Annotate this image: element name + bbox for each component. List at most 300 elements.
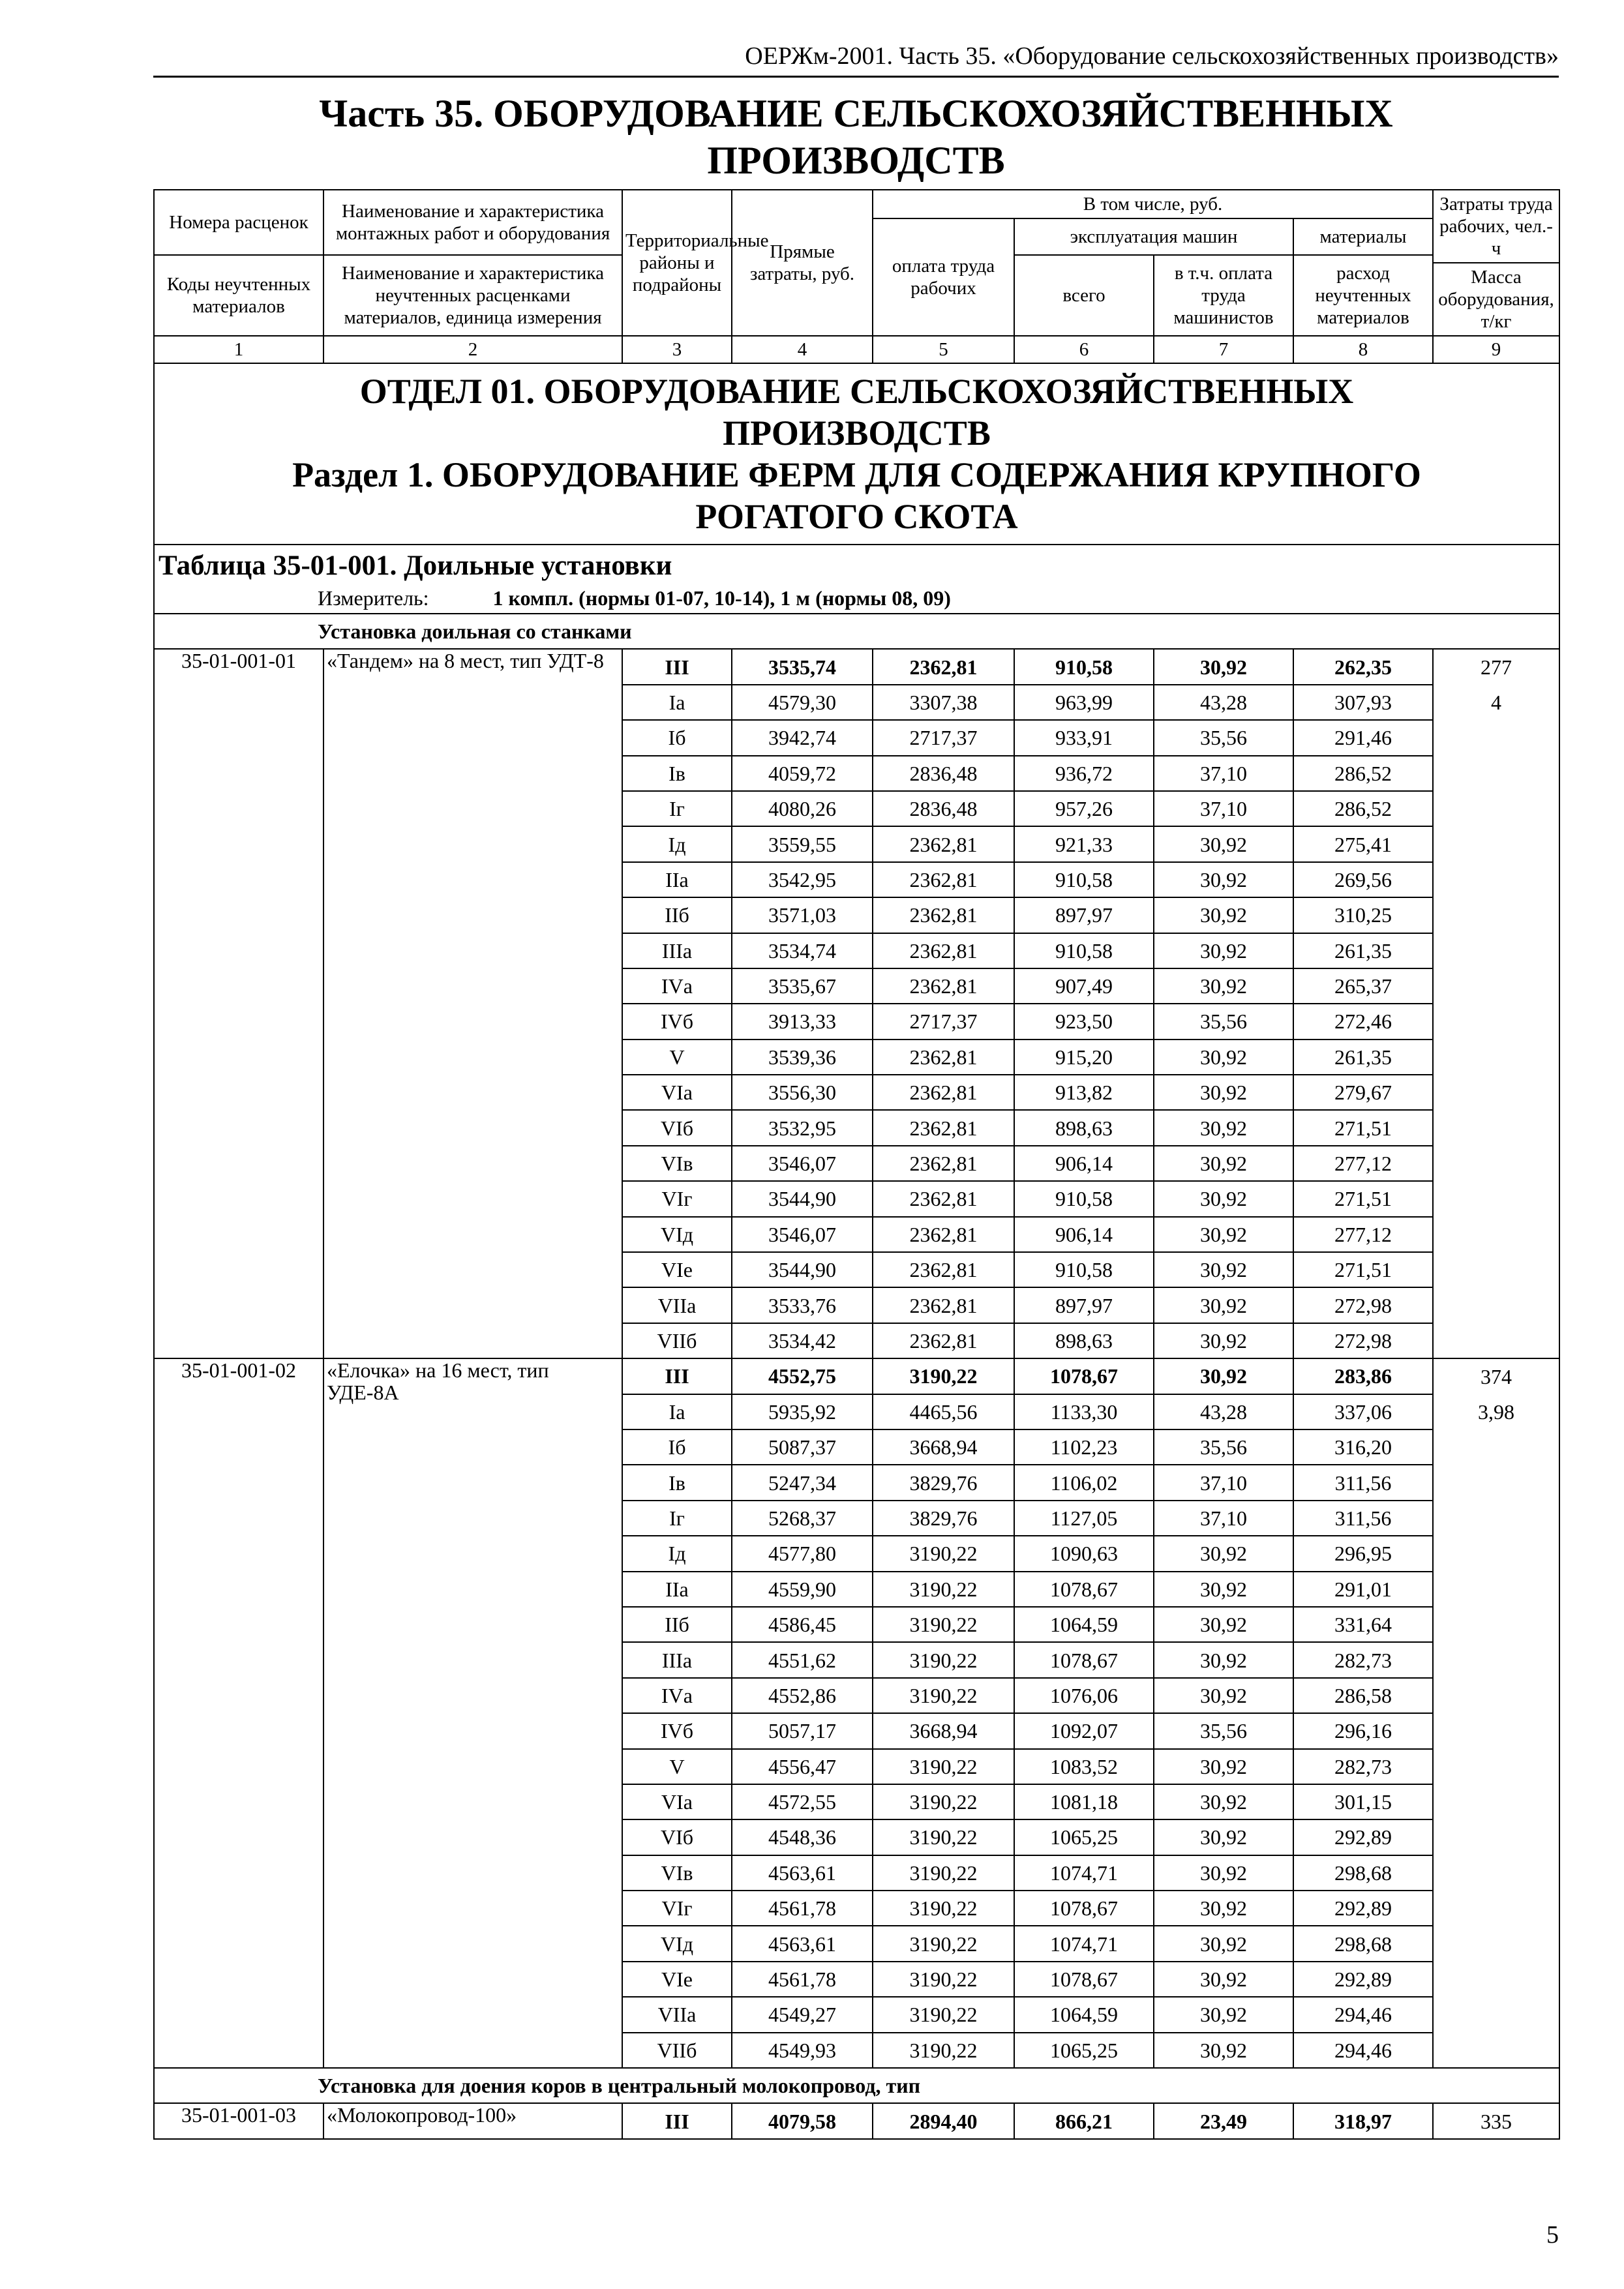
empty-cell	[1433, 756, 1559, 791]
materials-cell: 292,89	[1293, 1819, 1433, 1855]
machinists-pay-cell: 30,92	[1154, 1287, 1293, 1323]
direct-cost-cell: 3571,03	[732, 897, 873, 933]
region-cell: Iа	[622, 685, 732, 720]
materials-cell: 298,68	[1293, 1926, 1433, 1961]
direct-cost-cell: 5087,37	[732, 1429, 873, 1465]
empty-cell	[1433, 1819, 1559, 1855]
materials-cell: 269,56	[1293, 862, 1433, 897]
direct-cost-cell: 4563,61	[732, 1926, 873, 1961]
materials-cell: 261,35	[1293, 1040, 1433, 1075]
materials-cell: 291,01	[1293, 1572, 1433, 1607]
labor-pay-cell: 3190,22	[873, 1926, 1014, 1961]
materials-cell: 301,15	[1293, 1784, 1433, 1819]
machines-total-cell: 963,99	[1014, 685, 1154, 720]
region-cell: VIе	[622, 1252, 732, 1287]
empty-cell	[1433, 1642, 1559, 1677]
empty-cell	[1433, 826, 1559, 861]
machines-total-cell: 866,21	[1014, 2103, 1154, 2138]
direct-cost-cell: 5057,17	[732, 1713, 873, 1748]
region-cell: IIIа	[622, 1642, 732, 1677]
labor-pay-cell: 2362,81	[873, 1287, 1014, 1323]
group-subtitle: Установка доильная со станками	[154, 614, 1559, 649]
direct-cost-cell: 5935,92	[732, 1394, 873, 1429]
column-numbers-row	[154, 336, 1559, 363]
work-name: «Молокопровод-100»	[323, 2103, 622, 2138]
region-cell: Iб	[622, 720, 732, 755]
machines-total-cell: 921,33	[1014, 826, 1154, 861]
work-name: «Елочка» на 16 мест, тип УДЕ-8А	[323, 1358, 622, 2068]
empty-cell	[1433, 1891, 1559, 1926]
labor-pay-cell: 3190,22	[873, 1607, 1014, 1642]
department-title: ОТДЕЛ 01. ОБОРУДОВАНИЕ СЕЛЬСКОХОЗЯЙСТВЕННЫХ ПРОИЗВОДСТВ	[359, 372, 1354, 453]
empty-cell	[1433, 1749, 1559, 1784]
machines-total-cell: 915,20	[1014, 1040, 1154, 1075]
empty-cell	[1433, 720, 1559, 755]
direct-cost-cell: 3532,95	[732, 1110, 873, 1145]
empty-cell	[1433, 1607, 1559, 1642]
labor-pay-cell: 2362,81	[873, 1075, 1014, 1110]
materials-cell: 282,73	[1293, 1749, 1433, 1784]
column-number: 5	[873, 336, 1014, 363]
labor-pay-cell: 2362,81	[873, 933, 1014, 968]
machines-total-cell: 1064,59	[1014, 1997, 1154, 2032]
column-number: 6	[1014, 336, 1154, 363]
region-cell: Iд	[622, 826, 732, 861]
col7-header: в т.ч. оплата труда машинистов	[1154, 255, 1293, 336]
labor-pay-cell: 2836,48	[873, 791, 1014, 826]
col2-header-top: Наименование и характеристика монтажных работ и оборудования	[323, 190, 622, 255]
rate-code: 35-01-001-03	[154, 2103, 323, 2138]
machinists-pay-cell: 30,92	[1154, 897, 1293, 933]
labor-pay-cell: 2836,48	[873, 756, 1014, 791]
materials-cell: 282,73	[1293, 1642, 1433, 1677]
labor-pay-cell: 2362,81	[873, 1181, 1014, 1216]
materials-cell: 286,58	[1293, 1678, 1433, 1713]
machinists-pay-cell: 30,92	[1154, 862, 1293, 897]
column-number: 1	[154, 336, 323, 363]
machinists-pay-cell: 30,92	[1154, 1110, 1293, 1145]
machinists-pay-cell: 37,10	[1154, 756, 1293, 791]
machinists-pay-cell: 30,92	[1154, 1358, 1293, 1394]
col5-header: оплата труда рабочих	[873, 218, 1014, 336]
machinists-pay-cell: 30,92	[1154, 1607, 1293, 1642]
materials-cell: 311,56	[1293, 1465, 1433, 1500]
machines-total-cell: 898,63	[1014, 1323, 1154, 1358]
machinists-pay-cell: 30,92	[1154, 968, 1293, 1004]
empty-cell	[1433, 1997, 1559, 2032]
empty-cell	[1433, 1536, 1559, 1571]
direct-cost-cell: 3535,74	[732, 649, 873, 684]
work-name: «Тандем» на 8 мест, тип УДТ-8	[323, 649, 622, 1358]
materials-cell: 277,12	[1293, 1217, 1433, 1252]
region-cell: Iв	[622, 1465, 732, 1500]
direct-cost-cell: 4572,55	[732, 1784, 873, 1819]
direct-cost-cell: 4561,78	[732, 1962, 873, 1997]
materials-cell: 298,68	[1293, 1855, 1433, 1891]
region-cell: Iд	[622, 1536, 732, 1571]
machinists-pay-cell: 30,92	[1154, 1997, 1293, 2032]
empty-cell	[1433, 1075, 1559, 1110]
region-cell: VIIб	[622, 2033, 732, 2068]
machines-total-cell: 910,58	[1014, 862, 1154, 897]
machines-total-cell: 1074,71	[1014, 1855, 1154, 1891]
column-number: 8	[1293, 336, 1433, 363]
machinists-pay-cell: 30,92	[1154, 1146, 1293, 1181]
rate-code: 35-01-001-02	[154, 1358, 323, 2068]
empty-cell	[1433, 1678, 1559, 1713]
empty-cell	[1433, 897, 1559, 933]
empty-cell	[1433, 1855, 1559, 1891]
empty-cell	[1433, 1217, 1559, 1252]
direct-cost-cell: 4586,45	[732, 1607, 873, 1642]
direct-cost-cell: 3534,42	[732, 1323, 873, 1358]
labor-pay-cell: 2362,81	[873, 1040, 1014, 1075]
machinists-pay-cell: 30,92	[1154, 1217, 1293, 1252]
machines-total-cell: 1076,06	[1014, 1678, 1154, 1713]
labor-pay-cell: 2362,81	[873, 649, 1014, 684]
machines-total-cell: 1133,30	[1014, 1394, 1154, 1429]
materials-cell: 296,95	[1293, 1536, 1433, 1571]
region-cell: IIб	[622, 897, 732, 933]
direct-cost-cell: 5268,37	[732, 1501, 873, 1536]
region-cell: Iг	[622, 1501, 732, 1536]
materials-cell: 271,51	[1293, 1110, 1433, 1145]
col9-header-bottom: Масса оборудования, т/кг	[1433, 263, 1559, 336]
region-cell: VIIа	[622, 1287, 732, 1323]
machines-total-cell: 1081,18	[1014, 1784, 1154, 1819]
materials-cell: 286,52	[1293, 756, 1433, 791]
direct-cost-cell: 4577,80	[732, 1536, 873, 1571]
machines-total-cell: 1092,07	[1014, 1713, 1154, 1748]
machinists-pay-cell: 37,10	[1154, 791, 1293, 826]
price-table	[153, 189, 1560, 2140]
labor-pay-cell: 3190,22	[873, 2033, 1014, 2068]
empty-cell	[1433, 862, 1559, 897]
labor-pay-cell: 2894,40	[873, 2103, 1014, 2138]
col8-header: расход неучтенных материалов	[1293, 255, 1433, 336]
direct-cost-cell: 4548,36	[732, 1819, 873, 1855]
materials-cell: 279,67	[1293, 1075, 1433, 1110]
empty-cell	[1433, 1110, 1559, 1145]
labor-pay-cell: 2717,37	[873, 720, 1014, 755]
machinists-pay-cell: 30,92	[1154, 2033, 1293, 2068]
labor-pay-cell: 2362,81	[873, 1252, 1014, 1287]
column-number: 3	[622, 336, 732, 363]
machines-total-cell: 910,58	[1014, 1181, 1154, 1216]
col2-header-bottom: Наименование и характеристика неучтенных расценками материалов, единица измерения	[323, 255, 622, 336]
labor-pay-cell: 3190,22	[873, 1819, 1014, 1855]
region-cell: III	[622, 1358, 732, 1394]
column-number: 9	[1433, 336, 1559, 363]
empty-cell	[1433, 1252, 1559, 1287]
materials-cell: 294,46	[1293, 2033, 1433, 2068]
empty-cell	[1433, 968, 1559, 1004]
machines-total-cell: 1078,67	[1014, 1358, 1154, 1394]
materials-cell: 316,20	[1293, 1429, 1433, 1465]
materials-cell: 310,25	[1293, 897, 1433, 933]
direct-cost-cell: 3559,55	[732, 826, 873, 861]
meter-label: Измеритель:	[318, 586, 429, 610]
machines-total-cell: 1083,52	[1014, 1749, 1154, 1784]
machinists-pay-cell: 43,28	[1154, 1394, 1293, 1429]
materials-cell: 271,51	[1293, 1252, 1433, 1287]
direct-cost-cell: 3535,67	[732, 968, 873, 1004]
direct-cost-cell: 3534,74	[732, 933, 873, 968]
labor-pay-cell: 3829,76	[873, 1501, 1014, 1536]
machinists-pay-cell: 30,92	[1154, 1784, 1293, 1819]
empty-cell	[1433, 2033, 1559, 2068]
machines-total-cell: 910,58	[1014, 933, 1154, 968]
region-cell: IVа	[622, 1678, 732, 1713]
machines-total-cell: 897,97	[1014, 1287, 1154, 1323]
region-cell: IVа	[622, 968, 732, 1004]
table-row	[154, 1358, 1559, 1394]
empty-cell	[1433, 791, 1559, 826]
region-cell: IIб	[622, 1607, 732, 1642]
machinists-pay-cell: 35,56	[1154, 720, 1293, 755]
machines-total-cell: 957,26	[1014, 791, 1154, 826]
section-heading	[154, 363, 1559, 545]
machinists-pay-cell: 30,92	[1154, 1075, 1293, 1110]
empty-cell	[1433, 1181, 1559, 1216]
labor-pay-cell: 3307,38	[873, 685, 1014, 720]
machines-total-cell: 936,72	[1014, 756, 1154, 791]
machines-total-cell: 1078,67	[1014, 1642, 1154, 1677]
region-cell: VIв	[622, 1146, 732, 1181]
empty-cell	[1433, 1501, 1559, 1536]
empty-cell	[1433, 1323, 1559, 1358]
machinists-pay-cell: 30,92	[1154, 1536, 1293, 1571]
column-number: 4	[732, 336, 873, 363]
machines-total-cell: 1064,59	[1014, 1607, 1154, 1642]
labor-pay-cell: 2362,81	[873, 897, 1014, 933]
machinists-pay-cell: 30,92	[1154, 1819, 1293, 1855]
direct-cost-cell: 4059,72	[732, 756, 873, 791]
materials-cell: 272,46	[1293, 1004, 1433, 1039]
region-cell: VIв	[622, 1855, 732, 1891]
meter-value: 1 компл. (нормы 01-07, 10-14), 1 м (нормы 08, 09)	[492, 586, 951, 610]
region-cell: VIд	[622, 1926, 732, 1961]
direct-cost-cell: 4079,58	[732, 2103, 873, 2138]
col6-header: всего	[1014, 255, 1154, 336]
materials-cell: 272,98	[1293, 1287, 1433, 1323]
machinists-pay-cell: 35,56	[1154, 1713, 1293, 1748]
empty-cell	[1433, 1572, 1559, 1607]
labor-pay-cell: 2717,37	[873, 1004, 1014, 1039]
machinists-pay-cell: 35,56	[1154, 1429, 1293, 1465]
machines-total-cell: 1078,67	[1014, 1891, 1154, 1926]
page-title-line1: Часть 35. ОБОРУДОВАНИЕ СЕЛЬСКОХОЗЯЙСТВЕННЫХ	[319, 92, 1393, 135]
materials-cell: 275,41	[1293, 826, 1433, 861]
machinists-pay-cell: 30,92	[1154, 1040, 1293, 1075]
machinists-pay-cell: 30,92	[1154, 826, 1293, 861]
labor-pay-cell: 2362,81	[873, 826, 1014, 861]
machinists-pay-cell: 43,28	[1154, 685, 1293, 720]
labor-hours-cell: 335	[1433, 2103, 1559, 2138]
machines-total-cell: 910,58	[1014, 649, 1154, 684]
machines-total-cell: 906,14	[1014, 1146, 1154, 1181]
empty-cell	[1433, 1146, 1559, 1181]
empty-cell	[1433, 1962, 1559, 1997]
machines-total-cell: 1102,23	[1014, 1429, 1154, 1465]
labor-pay-cell: 2362,81	[873, 1110, 1014, 1145]
machines-total-cell: 906,14	[1014, 1217, 1154, 1252]
table-caption	[154, 545, 1559, 584]
materials-cell: 262,35	[1293, 649, 1433, 684]
empty-cell	[1433, 1713, 1559, 1748]
region-cell: III	[622, 2103, 732, 2138]
machines-total-cell: 1065,25	[1014, 2033, 1154, 2068]
direct-cost-cell: 3533,76	[732, 1287, 873, 1323]
machinists-pay-cell: 30,92	[1154, 1891, 1293, 1926]
region-cell: IVб	[622, 1713, 732, 1748]
machines-total-cell: 1074,71	[1014, 1926, 1154, 1961]
machines-total-cell: 1090,63	[1014, 1536, 1154, 1571]
empty-cell	[1433, 1784, 1559, 1819]
direct-cost-cell: 4561,78	[732, 1891, 873, 1926]
col1-header-top: Номера расценок	[154, 190, 323, 255]
materials-cell: 277,12	[1293, 1146, 1433, 1181]
machines-total-cell: 1106,02	[1014, 1465, 1154, 1500]
col1-header-bottom: Коды неучтенных материалов	[154, 255, 323, 336]
machines-total-cell: 1078,67	[1014, 1962, 1154, 1997]
materials-cell: 291,46	[1293, 720, 1433, 755]
region-cell: III	[622, 649, 732, 684]
machines-total-cell: 923,50	[1014, 1004, 1154, 1039]
labor-pay-cell: 3190,22	[873, 1642, 1014, 1677]
direct-cost-cell: 3942,74	[732, 720, 873, 755]
labor-pay-cell: 2362,81	[873, 1146, 1014, 1181]
labor-pay-cell: 3190,22	[873, 1749, 1014, 1784]
group-subtitle: Установка для доения коров в центральный молокопровод, тип	[154, 2068, 1559, 2103]
machinists-pay-cell: 35,56	[1154, 1004, 1293, 1039]
region-cell: VIIа	[622, 1997, 732, 2032]
region-cell: IVб	[622, 1004, 732, 1039]
direct-cost-cell: 4549,93	[732, 2033, 873, 2068]
machinists-pay-cell: 30,92	[1154, 1181, 1293, 1216]
region-cell: V	[622, 1749, 732, 1784]
materials-cell: 292,89	[1293, 1891, 1433, 1926]
machines-header: эксплуатация машин	[1014, 218, 1293, 255]
labor-pay-cell: 2362,81	[873, 1323, 1014, 1358]
machinists-pay-cell: 30,92	[1154, 933, 1293, 968]
region-cell: VIIб	[622, 1323, 732, 1358]
col4-header: Прямые затраты, руб.	[732, 190, 873, 336]
labor-pay-cell: 3190,22	[873, 1536, 1014, 1571]
labor-pay-cell: 3190,22	[873, 1891, 1014, 1926]
machinists-pay-cell: 30,92	[1154, 1642, 1293, 1677]
empty-cell	[1433, 933, 1559, 968]
materials-cell: 286,52	[1293, 791, 1433, 826]
machines-total-cell: 933,91	[1014, 720, 1154, 755]
labor-pay-cell: 3668,94	[873, 1713, 1014, 1748]
machinists-pay-cell: 23,49	[1154, 2103, 1293, 2138]
labor-pay-cell: 2362,81	[873, 968, 1014, 1004]
region-cell: V	[622, 1040, 732, 1075]
direct-cost-cell: 4552,86	[732, 1678, 873, 1713]
page-title-line2: ПРОИЗВОДСТВ	[707, 139, 1005, 182]
machinists-pay-cell: 30,92	[1154, 1926, 1293, 1961]
machines-total-cell: 907,49	[1014, 968, 1154, 1004]
direct-cost-cell: 3539,36	[732, 1040, 873, 1075]
machinists-pay-cell: 30,92	[1154, 1678, 1293, 1713]
direct-cost-cell: 5247,34	[732, 1465, 873, 1500]
direct-cost-cell: 4551,62	[732, 1642, 873, 1677]
empty-cell	[1433, 1429, 1559, 1465]
materials-cell: 337,06	[1293, 1394, 1433, 1429]
equipment-mass-cell: 4	[1433, 685, 1559, 720]
direct-cost-cell: 4552,75	[732, 1358, 873, 1394]
machinists-pay-cell: 30,92	[1154, 1962, 1293, 1997]
region-cell: VIд	[622, 1217, 732, 1252]
region-cell: VIе	[622, 1962, 732, 1997]
materials-cell: 296,16	[1293, 1713, 1433, 1748]
machines-total-cell: 1065,25	[1014, 1819, 1154, 1855]
machinists-pay-cell: 30,92	[1154, 1855, 1293, 1891]
table-row	[154, 2103, 1559, 2138]
direct-cost-cell: 3546,07	[732, 1217, 873, 1252]
machines-total-cell: 913,82	[1014, 1075, 1154, 1110]
region-cell: Iб	[622, 1429, 732, 1465]
direct-cost-cell: 4556,47	[732, 1749, 873, 1784]
direct-cost-cell: 3542,95	[732, 862, 873, 897]
direct-cost-cell: 3544,90	[732, 1181, 873, 1216]
materials-header: материалы	[1293, 218, 1433, 255]
materials-cell: 294,46	[1293, 1997, 1433, 2032]
labor-pay-cell: 3668,94	[873, 1429, 1014, 1465]
machines-total-cell: 1078,67	[1014, 1572, 1154, 1607]
machinists-pay-cell: 30,92	[1154, 1572, 1293, 1607]
materials-cell: 311,56	[1293, 1501, 1433, 1536]
region-cell: VIа	[622, 1784, 732, 1819]
labor-pay-cell: 3190,22	[873, 1572, 1014, 1607]
region-cell: Iв	[622, 756, 732, 791]
machinists-pay-cell: 30,92	[1154, 1749, 1293, 1784]
region-cell: VIб	[622, 1819, 732, 1855]
labor-pay-cell: 4465,56	[873, 1394, 1014, 1429]
column-number: 2	[323, 336, 622, 363]
materials-cell: 265,37	[1293, 968, 1433, 1004]
column-number: 7	[1154, 336, 1293, 363]
empty-cell	[1433, 1287, 1559, 1323]
empty-cell	[1433, 1465, 1559, 1500]
machines-total-cell: 1127,05	[1014, 1501, 1154, 1536]
table-caption-text: Таблица 35-01-001. Доильные установки	[158, 550, 672, 581]
direct-cost-cell: 4579,30	[732, 685, 873, 720]
labor-pay-cell: 2362,81	[873, 862, 1014, 897]
region-cell: IIа	[622, 1572, 732, 1607]
materials-cell: 307,93	[1293, 685, 1433, 720]
direct-cost-cell: 3544,90	[732, 1252, 873, 1287]
machinists-pay-cell: 37,10	[1154, 1465, 1293, 1500]
direct-cost-cell: 3913,33	[732, 1004, 873, 1039]
region-cell: IIIа	[622, 933, 732, 968]
materials-cell: 318,97	[1293, 2103, 1433, 2138]
direct-cost-cell: 4563,61	[732, 1855, 873, 1891]
region-cell: IIа	[622, 862, 732, 897]
materials-cell: 272,98	[1293, 1323, 1433, 1358]
direct-cost-cell: 3546,07	[732, 1146, 873, 1181]
page-number: 5	[1546, 2221, 1559, 2249]
region-cell: Iа	[622, 1394, 732, 1429]
machines-total-cell: 897,97	[1014, 897, 1154, 933]
region-cell: VIб	[622, 1110, 732, 1145]
labor-pay-cell: 3190,22	[873, 1358, 1014, 1394]
labor-pay-cell: 3190,22	[873, 1678, 1014, 1713]
rate-code: 35-01-001-01	[154, 649, 323, 1358]
region-cell: VIг	[622, 1181, 732, 1216]
machines-total-cell: 898,63	[1014, 1110, 1154, 1145]
